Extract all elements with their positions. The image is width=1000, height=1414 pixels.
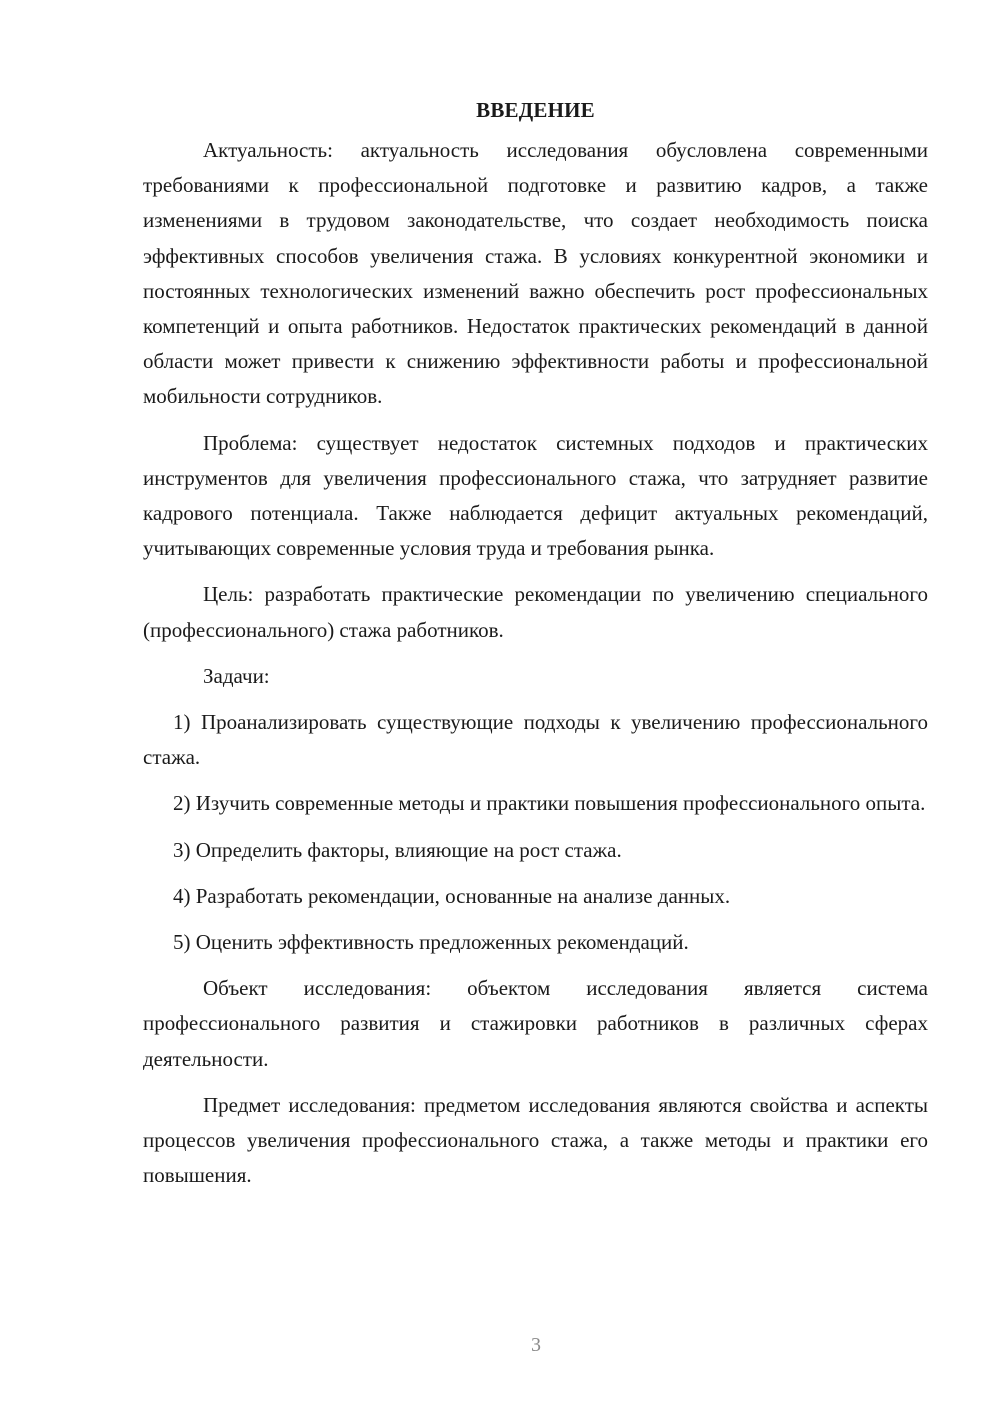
- task-item-3: 3) Определить факторы, влияющие на рост стажа.: [173, 837, 622, 862]
- tasks-heading: Задачи:: [203, 663, 270, 688]
- object-paragraph: Объект исследования: объектом исследования является система профессионального развития и стажировки работников в различных сферах деятельности.: [143, 976, 928, 1071]
- subject-paragraph: Предмет исследования: предметом исследования являются свойства и аспекты процессов увеличения профессионального стажа, а также методы и практики его повышения.: [143, 1092, 928, 1188]
- relevance-paragraph: Актуальность: актуальность исследования обусловлена современными требованиями к профессиональной подготовке и развитию кадров, а также изменениями в трудовом законодательстве, что создает необходимость поиска эффективных способов увеличения стажа. В условиях конкурентной экономики и постоянных технологических изменений важно обеспечить рост профессиональных компетенций и опыта работников. Недостаток практических рекомендаций в данной области может привести к снижению эффективности работы и профессиональной мобильности сотрудников.: [143, 138, 928, 409]
- document-page: [143, 93, 928, 1204]
- task-item-2: 2) Изучить современные методы и практики повышения профессионального опыта.: [173, 791, 926, 816]
- task-item-1: 1) Проанализировать существующие подходы к увеличению профессионального стажа.: [143, 710, 928, 770]
- problem-paragraph: Проблема: существует недостаток системных подходов и практических инструментов для увеличения профессионального стажа, что затрудняет развитие кадрового потенциала. Также наблюдается дефицит актуальных рекомендаций, учитывающих современные условия труда и требования рынка.: [143, 430, 928, 561]
- section-title: ВВЕДЕНИЕ: [476, 98, 595, 122]
- goal-paragraph: Цель: разработать практические рекомендации по увеличению специального (профессионального) стажа работников.: [143, 582, 928, 642]
- page-number: 3: [531, 1334, 541, 1356]
- task-item-4: 4) Разработать рекомендации, основанные на анализе данных.: [173, 883, 731, 908]
- task-item-5: 5) Оценить эффективность предложенных рекомендаций.: [173, 930, 689, 955]
